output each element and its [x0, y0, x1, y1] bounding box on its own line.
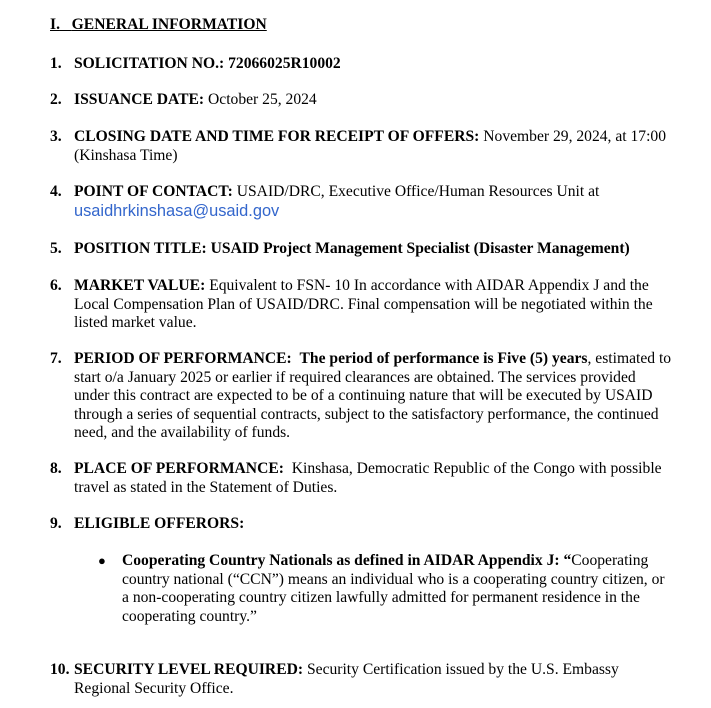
item-number: 9.: [50, 515, 62, 532]
bullet-icon: ●: [98, 553, 106, 568]
point-of-contact-value: USAID/DRC, Executive Office/Human Resources Unit at: [236, 183, 600, 200]
item-number: 8.: [50, 460, 62, 477]
item-eligible-offerors: [50, 515, 675, 534]
solicitation-number-value: 72066025R10002: [228, 55, 341, 72]
item-label: SOLICITATION NO.:: [74, 55, 225, 72]
market-value-text: Equivalent to FSN- 10 In accordance with AIDAR Appendix J and the Local Compensation Plan of USAID/DRC. Final compensation will be negotiated within the listed market value.: [74, 277, 653, 332]
item-label: CLOSING DATE AND TIME FOR RECEIPT OF OFFERS:: [74, 128, 480, 145]
item-number: 1.: [50, 55, 62, 72]
item-label: POINT OF CONTACT:: [74, 183, 233, 200]
item-number: 2.: [50, 91, 62, 108]
item-market-value: [50, 277, 675, 333]
item-label: MARKET VALUE:: [74, 277, 206, 294]
contact-email-link[interactable]: usaidhrkinshasa@usaid.gov: [74, 201, 280, 220]
section-heading: [50, 16, 267, 35]
bullet-bold-text: Cooperating Country Nationals as defined in AIDAR Appendix J: “: [122, 552, 572, 569]
item-label: PLACE OF PERFORMANCE:: [74, 460, 284, 477]
period-of-performance-text: , estimated to start o/a January 2025 or earlier if required clearances are obtained. The services provided under this contract are expected to be of a continuing nature that will be executed by USAID through a series of sequential contracts, subject to the satisfactory performance, the continued need, and the availability of funds.: [74, 350, 672, 442]
closing-date-value: November 29, 2024, at 17:00 (Kinshasa Time): [74, 128, 667, 164]
item-label: SECURITY LEVEL REQUIRED:: [74, 661, 304, 678]
item-closing-date: [50, 128, 675, 165]
item-label: POSITION TITLE:: [74, 240, 207, 257]
item-issuance-date: [50, 91, 675, 110]
security-level-text: Security Certification issued by the U.S. Embassy Regional Security Office.: [74, 661, 619, 697]
item-number: 6.: [50, 277, 62, 294]
item-number: 7.: [50, 350, 62, 367]
bullet-text: Cooperating country national (“CCN”) means an individual who is a cooperating country citizen, or a non-cooperating country citizen lawfully admitted for permanent residence in the cooperating country.”: [122, 552, 665, 625]
position-title-value: USAID Project Management Specialist (Disaster Management): [210, 240, 630, 257]
item-label: ISSUANCE DATE:: [74, 91, 205, 108]
item-number: 3.: [50, 128, 62, 145]
issuance-date-value: October 25, 2024: [208, 91, 317, 108]
item-place-of-performance: [50, 460, 675, 497]
section-title: GENERAL INFORMATION: [71, 16, 267, 33]
item-period-of-performance: [50, 350, 675, 443]
eligible-offerors-bullet: [98, 552, 675, 626]
item-position-title: [50, 240, 675, 259]
item-security-level: [50, 661, 675, 698]
item-number: 4.: [50, 183, 62, 200]
item-point-of-contact: [50, 183, 675, 221]
item-number: 10.: [50, 661, 70, 678]
period-of-performance-bold: The period of performance is Five (5) years: [299, 350, 588, 367]
item-solicitation-number: [50, 55, 675, 74]
item-label: PERIOD OF PERFORMANCE:: [74, 350, 292, 367]
place-of-performance-text: Kinshasa, Democratic Republic of the Congo with possible travel as stated in the Statement of Duties.: [74, 460, 662, 496]
section-numeral: I.: [50, 16, 60, 33]
item-number: 5.: [50, 240, 62, 257]
item-label: ELIGIBLE OFFERORS:: [74, 515, 245, 532]
